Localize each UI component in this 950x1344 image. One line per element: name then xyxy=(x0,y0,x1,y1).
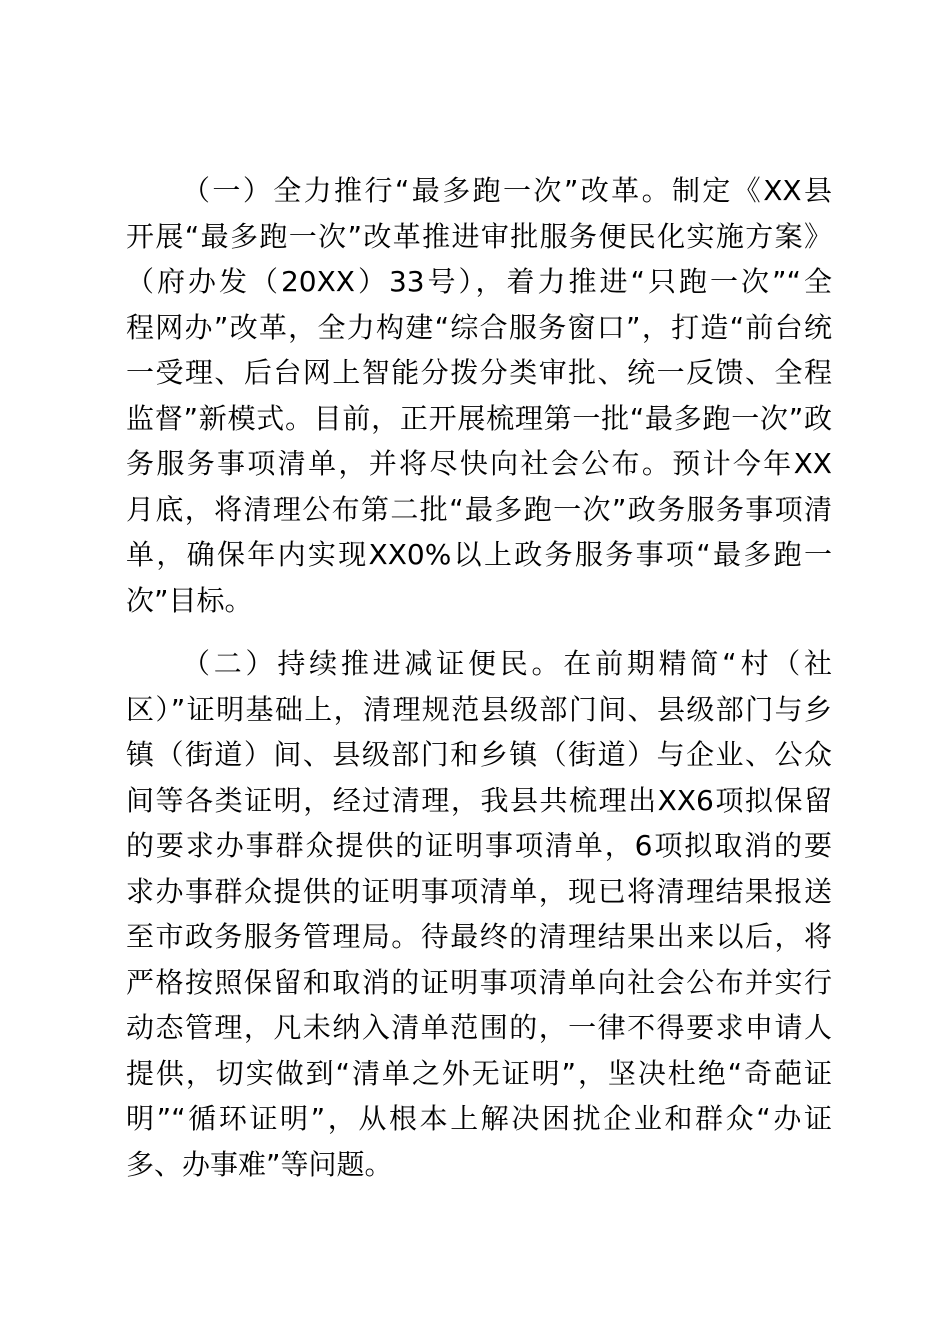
paragraph-line: 求办事群众提供的证明事项清单，现已将清理结果报送 xyxy=(126,874,832,908)
paragraph-line: 务服务事项清单，并将尽快向社会公布。预计今年XX xyxy=(126,447,832,480)
paragraph-line: 一受理、后台网上智能分拨分类审批、统一反馈、全程 xyxy=(126,356,832,389)
paragraph-line: 多、办事难”等问题。 xyxy=(126,1147,393,1181)
paragraph-line: （府办发（20XX）33号），着力推进“只跑一次”“全 xyxy=(126,265,832,298)
paragraph-line: 间等各类证明，经过清理，我县共梳理出XX6项拟保留 xyxy=(126,783,832,817)
paragraph-line: 次”目标。 xyxy=(126,583,253,617)
paragraph-line: 开展“最多跑一次”改革推进审批服务便民化实施方案》 xyxy=(126,219,832,253)
paragraph-line: （二）持续推进减证便民。在前期精简“村（社 xyxy=(182,647,832,680)
paragraph-line: 程网办”改革，全力构建“综合服务窗口”，打造“前台统 xyxy=(126,310,832,344)
paragraph-line: 至市政务服务管理局。待最终的清理结果出来以后，将 xyxy=(126,920,832,953)
paragraph-2 xyxy=(126,641,832,1187)
paragraph-line: 的要求办事群众提供的证明事项清单，6项拟取消的要 xyxy=(126,829,832,862)
paragraph-line: 区）”证明基础上，清理规范县级部门间、县级部门与乡 xyxy=(126,692,832,726)
paragraph-line: 月底，将清理公布第二批“最多跑一次”政务服务事项清 xyxy=(126,492,832,526)
paragraph-line: 严格按照保留和取消的证明事项清单向社会公布并实行 xyxy=(126,965,832,999)
paragraph-line: 镇（街道）间、县级部门和乡镇（街道）与企业、公众 xyxy=(126,738,832,771)
paragraph-line: 监督”新模式。目前，正开展梳理第一批“最多跑一次”政 xyxy=(126,401,832,435)
document-body xyxy=(126,168,832,1187)
paragraph-line: 单，确保年内实现XX0%以上政务服务事项“最多跑一 xyxy=(126,538,832,571)
paragraph-line: 明”“循环证明”，从根本上解决困扰企业和群众“办证 xyxy=(126,1102,832,1135)
paragraph-1 xyxy=(126,168,832,623)
paragraph-line: 提供，切实做到“清单之外无证明”，坚决杜绝“奇葩证 xyxy=(126,1056,832,1090)
paragraph-line: （一）全力推行“最多跑一次”改革。制定《XX县 xyxy=(182,174,832,207)
paragraph-line: 动态管理，凡未纳入清单范围的，一律不得要求申请人 xyxy=(126,1011,832,1044)
